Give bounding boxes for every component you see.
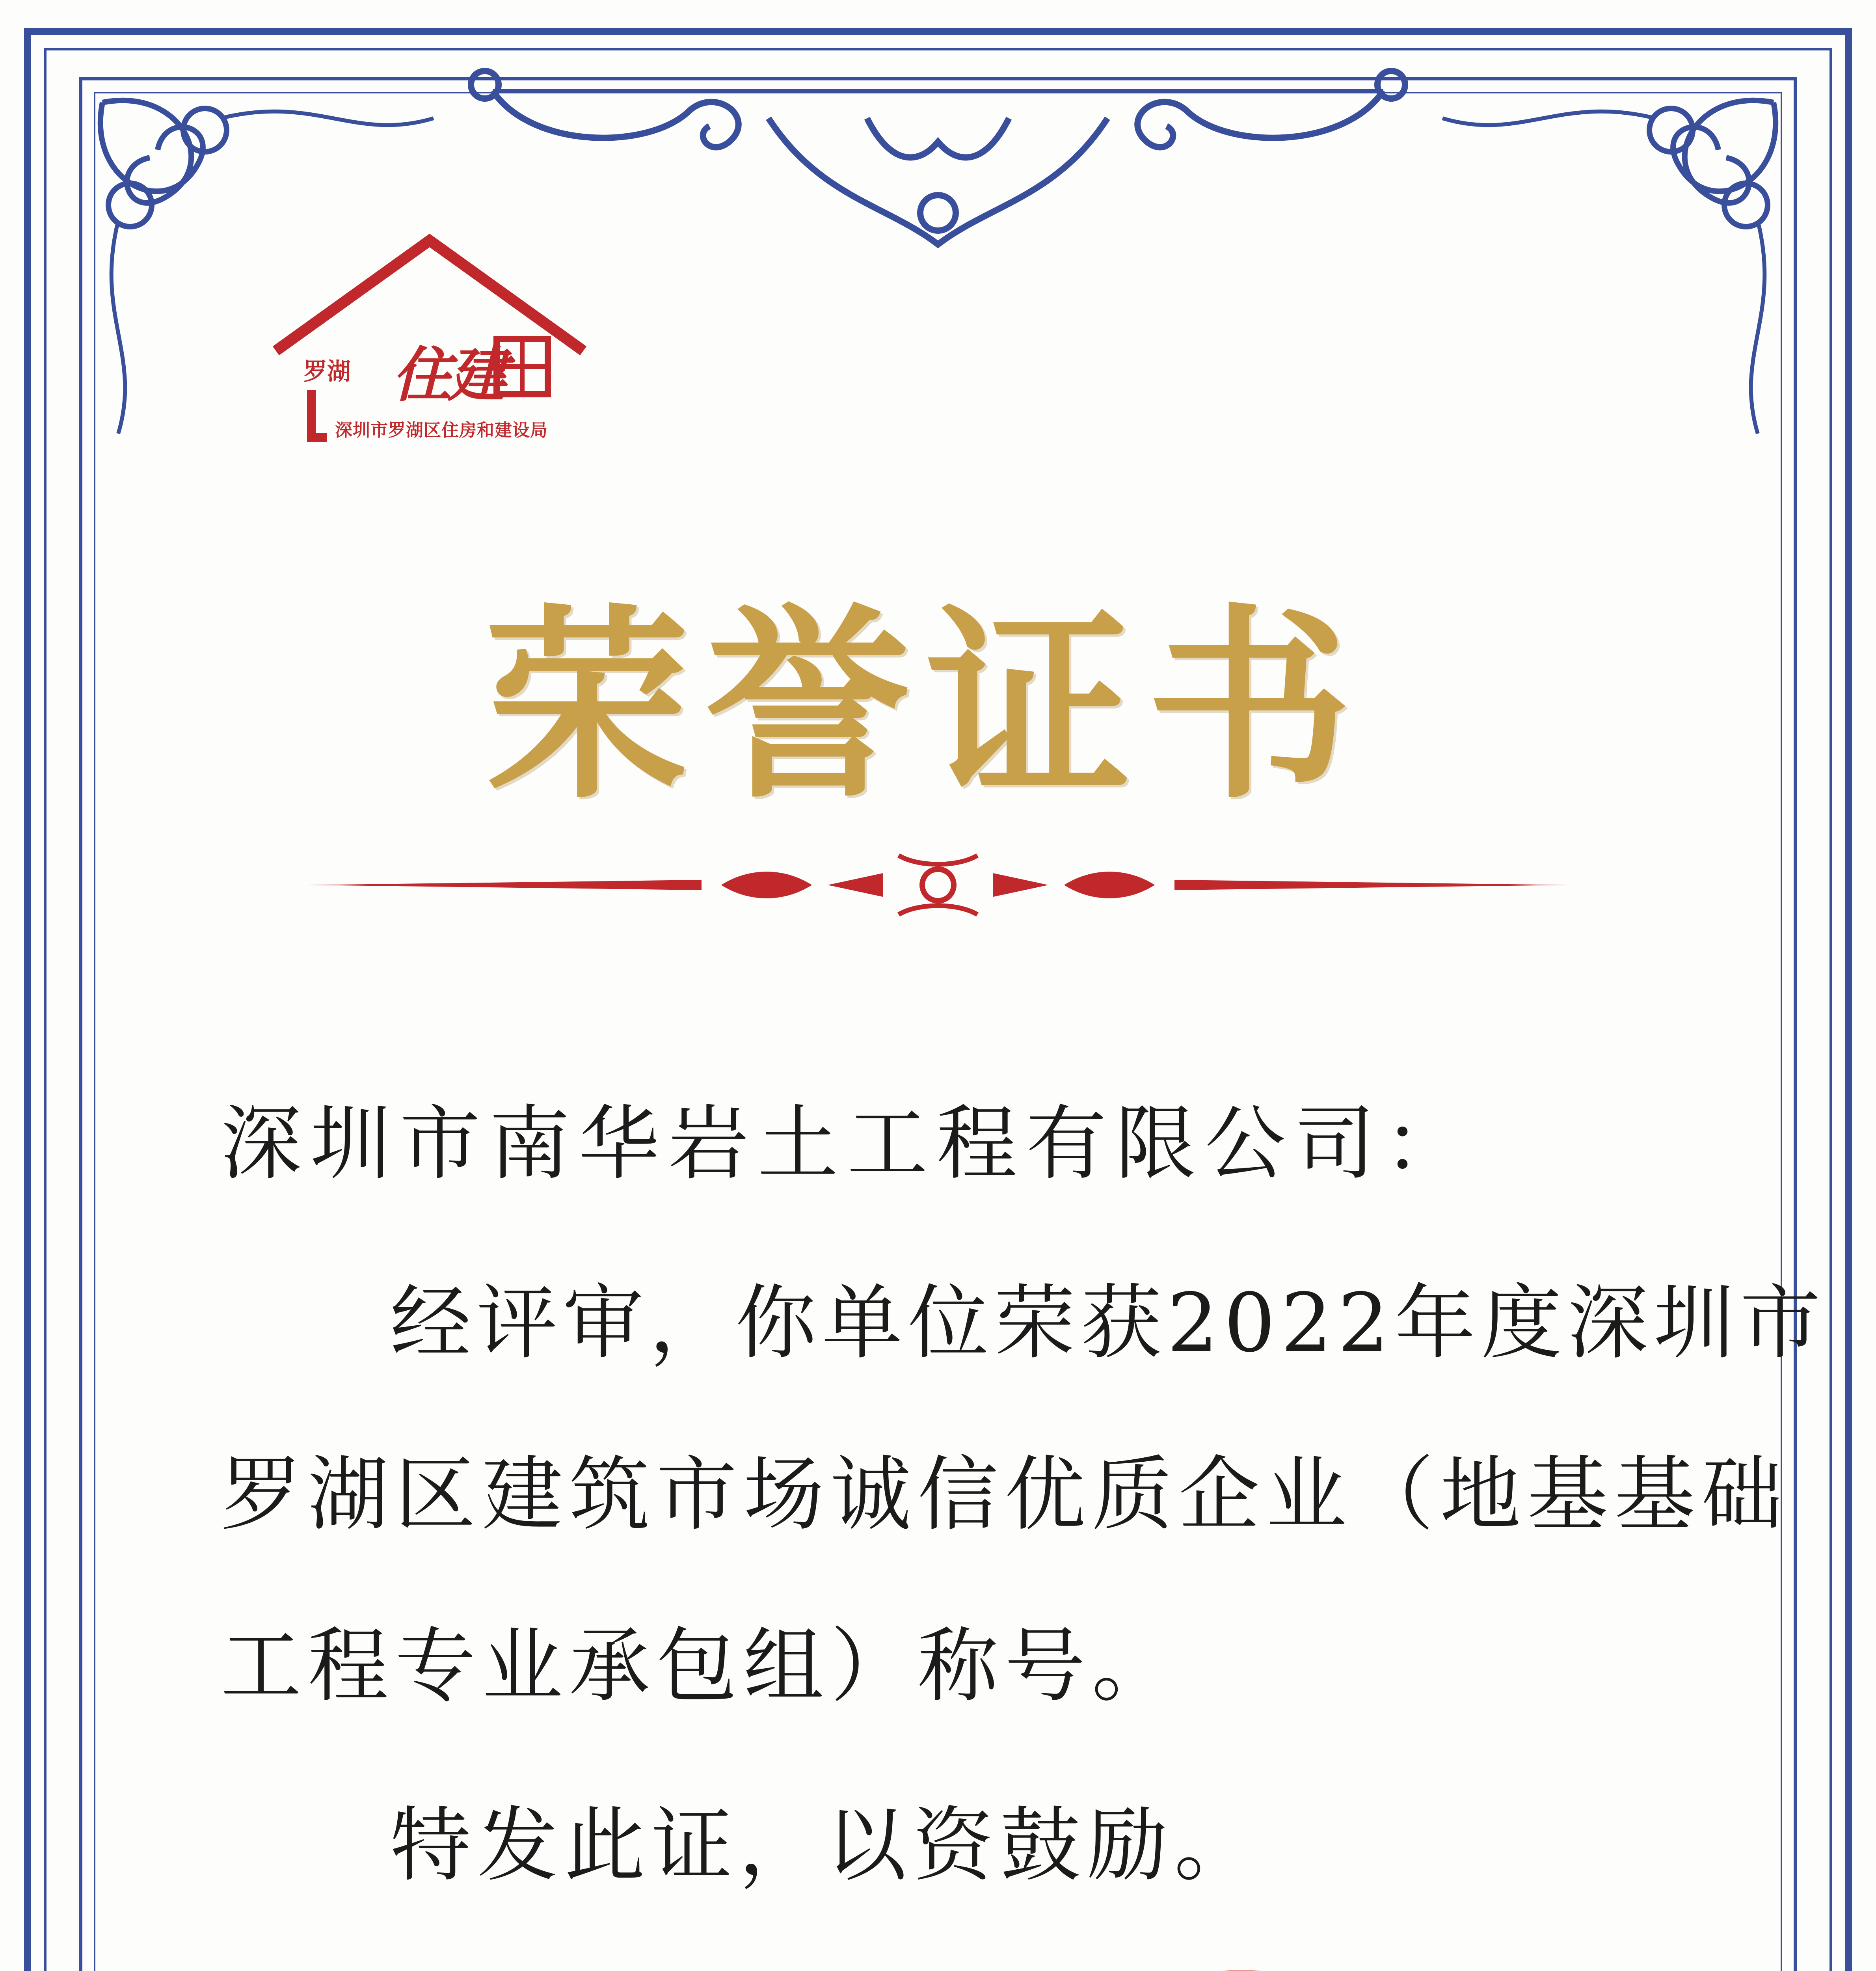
award-text-line: 经评审，你单位荣获2022年度深圳市 <box>390 1276 1826 1370</box>
closing-text: 特发此证，以资鼓励。 <box>390 1799 1261 1893</box>
logo-small-text: 罗湖 <box>303 358 351 386</box>
recipient-name: 深圳市南华岩土工程有限公司： <box>221 1097 1473 1191</box>
logo-script-text: 住建 <box>392 341 504 410</box>
scroll-ornament-icon <box>471 71 1405 244</box>
divider-ornament-icon <box>307 855 1569 915</box>
logo-caption: 深圳市罗湖区住房和建设局 <box>335 420 548 440</box>
official-seal <box>1064 1963 1419 1971</box>
corner-flourish-icon <box>1442 101 1776 434</box>
award-text-line: 工程专业承包组）称号。 <box>221 1619 1179 1713</box>
certificate-title: 荣誉证书 <box>485 585 1368 826</box>
award-text-line: 罗湖区建筑市场诚信优质企业（地基基础 <box>221 1448 1789 1542</box>
